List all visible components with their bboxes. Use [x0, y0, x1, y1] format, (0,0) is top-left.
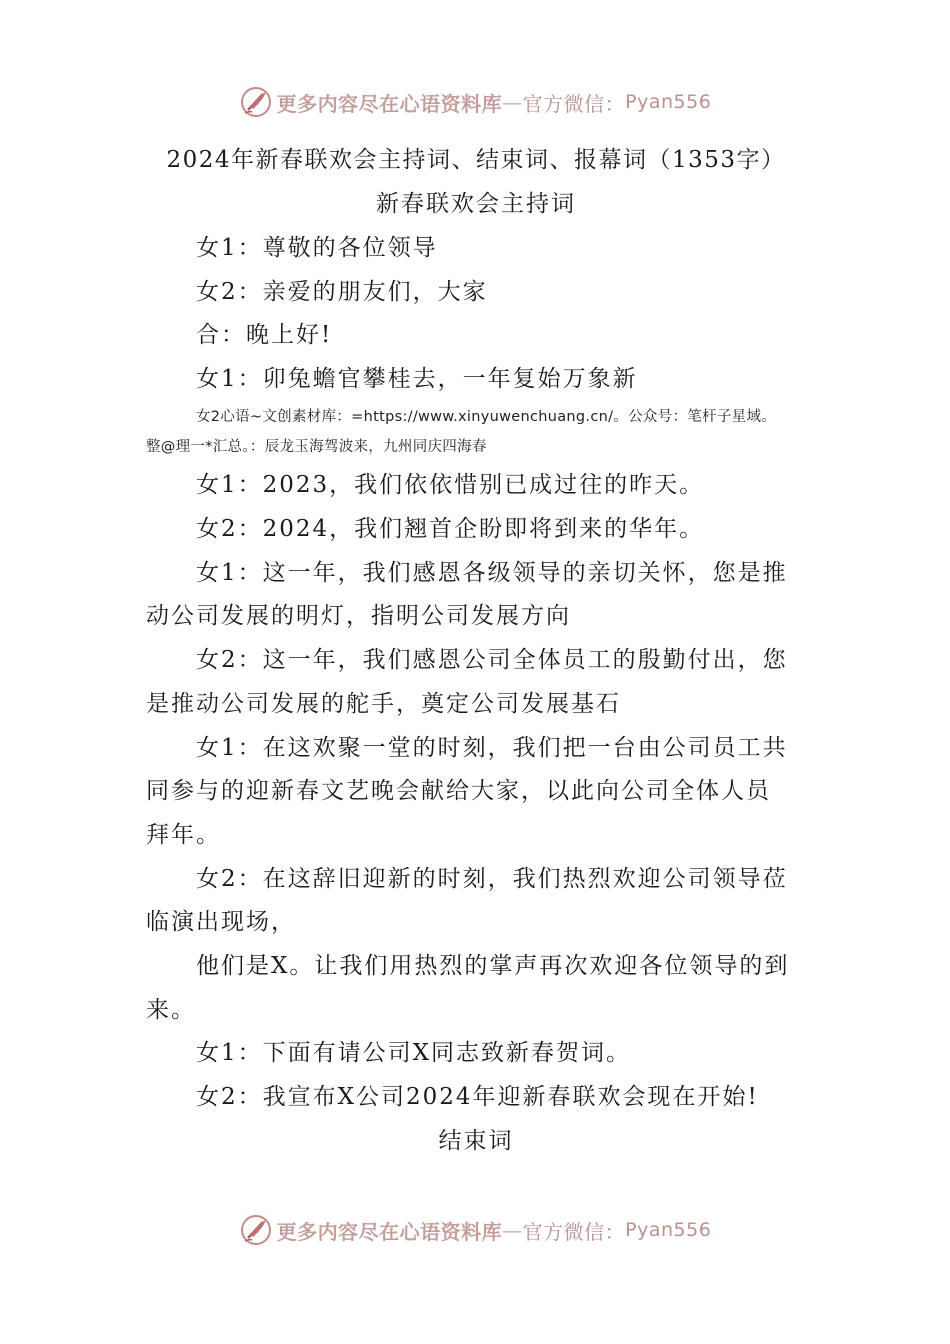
- script-line: 女2：我宣布X公司2024年迎新春联欢会现在开始!: [196, 1084, 759, 1110]
- section-heading-closing: 结束词: [438, 1128, 514, 1154]
- script-line: 女1：在这欢聚一堂的时刻，我们把一台由公司员工共: [196, 735, 788, 761]
- script-line: 来。: [146, 997, 196, 1023]
- script-line: 女1：下面有请公司X同志致新春贺词。: [196, 1040, 632, 1066]
- script-line: 同参与的迎新春文艺晚会献给大家，以此向公司全体人员: [146, 778, 771, 804]
- script-line: 女2：在这辞旧迎新的时刻，我们热烈欢迎公司领导莅: [196, 866, 788, 892]
- script-line: 是推动公司发展的舵手，奠定公司发展基石: [146, 691, 621, 717]
- quill-logo-icon: [239, 1213, 273, 1247]
- footer-banner: [0, 1210, 950, 1250]
- script-line: 女2：2024，我们翘首企盼即将到来的华年。: [196, 516, 705, 542]
- script-line: 临演出现场，: [146, 909, 296, 935]
- script-line: 女2：亲爱的朋友们，大家: [196, 279, 488, 305]
- script-line: 女2：这一年，我们感恩公司全体员工的殷勤付出，您: [196, 647, 788, 673]
- document-title: 2024年新春联欢会主持词、结束词、报幕词（1353字）: [166, 147, 786, 173]
- header-banner: [0, 82, 950, 122]
- banner-wechat-label: 官方微信：: [522, 91, 626, 116]
- script-line: 动公司发展的明灯，指明公司发展方向: [146, 603, 571, 629]
- banner-brand: 更多内容尽在心语资料库: [276, 1219, 503, 1244]
- watermark-line-2: 整@理一*汇总。：辰龙玉海驾波来，九州同庆四海春: [146, 439, 487, 455]
- quill-logo-icon: [239, 85, 273, 119]
- banner-brand: 更多内容尽在心语资料库: [276, 91, 503, 116]
- script-line: 女1：卯兔蟾官攀桂去，一年复始万象新: [196, 366, 638, 392]
- banner-wechat-id: Pyan556: [625, 91, 712, 113]
- script-line: 女1：2023，我们依依惜别已成过往的昨天。: [196, 472, 705, 498]
- section-heading-host: 新春联欢会主持词: [376, 191, 576, 217]
- watermark-line-1: 女2心语~文创素材库：=https://www.xinyuwenchuang.cn/。公众号：笔杆子星域。: [196, 409, 777, 425]
- script-line: 女1：尊敬的各位领导: [196, 235, 438, 261]
- script-line: 拜年。: [146, 822, 221, 848]
- script-line: 女1：这一年，我们感恩各级领导的亲切关怀，您是推: [196, 560, 788, 586]
- banner-wechat-label: 官方微信：: [522, 1219, 626, 1244]
- banner-dash: —: [502, 90, 523, 114]
- script-line: 他们是X。让我们用热烈的掌声再次欢迎各位领导的到: [196, 953, 790, 979]
- banner-wechat-id: Pyan556: [625, 1219, 712, 1241]
- script-line: 合：晚上好!: [196, 322, 333, 348]
- banner-dash: —: [502, 1218, 523, 1242]
